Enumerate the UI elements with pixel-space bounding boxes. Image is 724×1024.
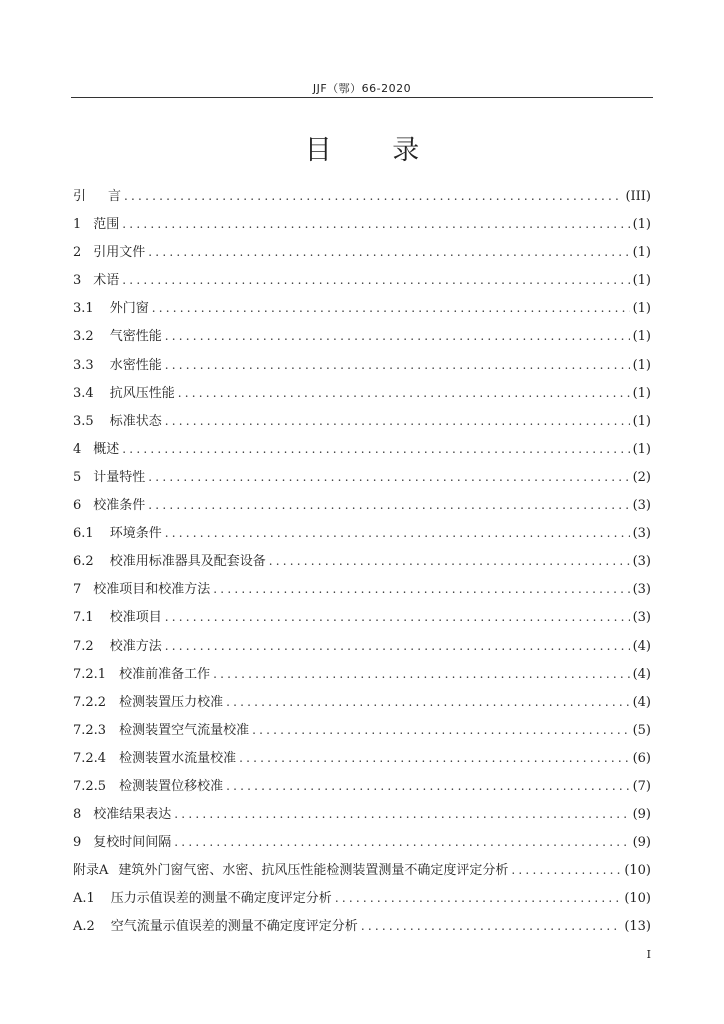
toc-entry-page: (1) <box>632 357 651 373</box>
toc-entry[interactable] <box>73 407 651 435</box>
toc-entry-page: (1) <box>632 245 651 261</box>
toc-entry-title: 校准前准备工作 <box>119 666 211 682</box>
toc-entry[interactable] <box>73 716 651 744</box>
toc-entry-title: 校准方法 <box>109 638 162 654</box>
toc-leader-dots <box>148 463 629 491</box>
toc-leader-dots <box>165 603 630 631</box>
toc-entry-number: 7.2.1 <box>73 666 107 682</box>
toc-entry-page: (4) <box>632 638 651 654</box>
toc-entry-number: 5 <box>73 469 82 485</box>
toc-entry-number: 3.1 <box>73 301 94 317</box>
toc-entry-title: 计量特性 <box>93 469 146 485</box>
toc-entry[interactable] <box>73 322 651 350</box>
toc-entry-page: (1) <box>632 385 651 401</box>
toc-leader-dots <box>148 491 629 519</box>
toc-entry-page: (1) <box>632 217 651 233</box>
toc-leader-dots <box>152 294 630 322</box>
toc-entry-page: (1) <box>632 273 651 289</box>
toc-entry-page: (5) <box>632 722 651 738</box>
toc-entry-page: (6) <box>632 750 651 766</box>
toc-entry[interactable] <box>73 603 651 631</box>
toc-entry-title: 检测装置压力校准 <box>119 694 224 710</box>
toc-entry-number: 7.2.4 <box>73 750 107 766</box>
toc-leader-dots <box>174 800 629 828</box>
toc-entry-title: 言 <box>108 189 122 204</box>
toc-leader-dots <box>361 912 622 940</box>
toc-entry-number: 3.4 <box>73 385 94 401</box>
toc-entry-number: 2 <box>73 245 82 261</box>
toc-leader-dots <box>252 716 629 744</box>
toc-entry-page: (3) <box>632 610 651 626</box>
toc-entry-page: (1) <box>632 413 651 429</box>
toc-entry-title: 校准用标准器具及配套设备 <box>109 554 266 570</box>
toc-entry-title: 标准状态 <box>109 413 162 429</box>
toc-entry[interactable] <box>73 800 651 828</box>
toc-entry-title: 校准结果表达 <box>93 807 172 823</box>
toc-entry-title: 抗风压性能 <box>109 385 175 401</box>
toc-leader-dots <box>122 210 629 238</box>
header-divider <box>71 97 653 98</box>
toc-entry-number: 6 <box>73 498 82 514</box>
toc-leader-dots <box>239 744 629 772</box>
toc-leader-dots <box>165 407 630 435</box>
toc-entry-title: 建筑外门窗气密、水密、抗风压性能检测装置测量不确定度评定分析 <box>118 863 509 879</box>
toc-entry[interactable] <box>73 294 651 322</box>
toc-entry-title: 检测装置水流量校准 <box>119 750 237 766</box>
toc-entry-number: 7.2 <box>73 638 94 654</box>
toc-entry-number: 附录A <box>73 863 109 879</box>
toc-entry-page: (10) <box>624 891 651 907</box>
toc-entry[interactable] <box>73 772 651 800</box>
document-code: JJF（鄂）66-2020 <box>312 82 412 95</box>
toc-leader-dots <box>122 266 629 294</box>
toc-entry-page: (3) <box>632 554 651 570</box>
toc-entry-title: 气密性能 <box>109 329 162 345</box>
toc-entry-title: 检测装置位移校准 <box>119 778 224 794</box>
toc-entry-title: 外门窗 <box>109 301 149 317</box>
toc-entry[interactable] <box>73 912 651 940</box>
table-of-contents <box>73 182 651 941</box>
toc-entry[interactable] <box>73 519 651 547</box>
toc-entry-title: 校准项目和校准方法 <box>93 582 211 598</box>
toc-entry[interactable] <box>73 435 651 463</box>
page-number: I <box>646 948 651 961</box>
toc-entry-title: 校准项目 <box>109 610 162 626</box>
toc-entry[interactable] <box>73 744 651 772</box>
toc-entry-number: 3.3 <box>73 357 94 373</box>
toc-entry-title: 概述 <box>93 441 120 457</box>
toc-entry[interactable] <box>73 547 651 575</box>
toc-leader-dots <box>122 435 629 463</box>
toc-leader-dots <box>178 379 630 407</box>
toc-entry[interactable] <box>73 351 651 379</box>
toc-entry[interactable] <box>73 660 651 688</box>
toc-entry[interactable] <box>73 491 651 519</box>
toc-leader-dots <box>165 632 630 660</box>
toc-entry-title: 引用文件 <box>93 245 146 261</box>
toc-entry-title: 水密性能 <box>109 357 162 373</box>
toc-entry-page: (10) <box>624 863 651 879</box>
toc-leader-dots <box>165 351 630 379</box>
toc-entry[interactable] <box>73 266 651 294</box>
toc-entry-number: 6.1 <box>73 526 94 542</box>
toc-leader-dots <box>269 547 630 575</box>
toc-entry[interactable] <box>73 856 651 884</box>
toc-entry-page: (3) <box>632 582 651 598</box>
toc-leader-dots <box>165 519 630 547</box>
toc-entry[interactable] <box>73 463 651 491</box>
toc-entry-title: 环境条件 <box>109 526 162 542</box>
toc-entry-number: 3 <box>73 273 82 289</box>
toc-entry-page: (1) <box>632 301 651 317</box>
toc-leader-dots <box>165 322 630 350</box>
toc-entry-page: (7) <box>632 778 651 794</box>
toc-leader-dots <box>213 575 629 603</box>
toc-entry[interactable] <box>73 884 651 912</box>
toc-entry-number: A.1 <box>73 891 95 907</box>
toc-entry-number: 9 <box>73 835 82 851</box>
toc-leader-dots <box>511 856 621 884</box>
toc-entry-page: (3) <box>632 526 651 542</box>
toc-entry-number: 引 <box>73 189 87 204</box>
toc-leader-dots <box>174 828 629 856</box>
toc-entry-page: (4) <box>632 694 651 710</box>
toc-entry-page: (1) <box>632 329 651 345</box>
toc-entry[interactable] <box>73 210 651 238</box>
toc-leader-dots <box>124 182 622 210</box>
toc-entry-title: 复校时间间隔 <box>93 835 172 851</box>
toc-entry[interactable] <box>73 575 651 603</box>
toc-entry-number: 1 <box>73 217 82 233</box>
toc-entry-page: (2) <box>632 469 651 485</box>
toc-entry-number: 3.2 <box>73 329 94 345</box>
toc-leader-dots <box>226 688 629 716</box>
toc-entry[interactable] <box>73 182 651 210</box>
toc-entry-title: 空气流量示值误差的测量不确定度评定分析 <box>110 919 358 935</box>
toc-entry-number: A.2 <box>73 919 95 935</box>
toc-entry-title: 校准条件 <box>93 498 146 514</box>
toc-entry-title: 压力示值误差的测量不确定度评定分析 <box>110 891 332 907</box>
toc-entry-page: (13) <box>624 919 651 935</box>
page-title: 目 录 <box>304 135 446 166</box>
toc-leader-dots <box>148 238 629 266</box>
toc-leader-dots <box>226 772 629 800</box>
toc-entry-number: 7.2.5 <box>73 778 107 794</box>
toc-entry[interactable] <box>73 632 651 660</box>
toc-entry-title: 术语 <box>93 273 120 289</box>
toc-leader-dots <box>335 884 622 912</box>
toc-entry-title: 范围 <box>93 217 120 233</box>
toc-entry-page: (9) <box>632 807 651 823</box>
toc-entry-page: (1) <box>632 441 651 457</box>
toc-entry-title: 检测装置空气流量校准 <box>119 722 250 738</box>
toc-entry-number: 3.5 <box>73 413 94 429</box>
toc-entry-page: (III) <box>625 189 651 204</box>
toc-entry-page: (4) <box>632 666 651 682</box>
toc-entry-number: 7 <box>73 582 82 598</box>
toc-entry[interactable] <box>73 238 651 266</box>
toc-entry-number: 4 <box>73 441 82 457</box>
toc-entry-page: (3) <box>632 498 651 514</box>
toc-leader-dots <box>213 660 629 688</box>
toc-entry-number: 7.2.3 <box>73 722 107 738</box>
toc-entry[interactable] <box>73 688 651 716</box>
toc-entry[interactable] <box>73 828 651 856</box>
toc-entry-number: 7.1 <box>73 610 94 626</box>
toc-entry-number: 8 <box>73 807 82 823</box>
toc-entry-number: 6.2 <box>73 554 94 570</box>
toc-entry-page: (9) <box>632 835 651 851</box>
toc-entry[interactable] <box>73 379 651 407</box>
toc-entry-number: 7.2.2 <box>73 694 107 710</box>
